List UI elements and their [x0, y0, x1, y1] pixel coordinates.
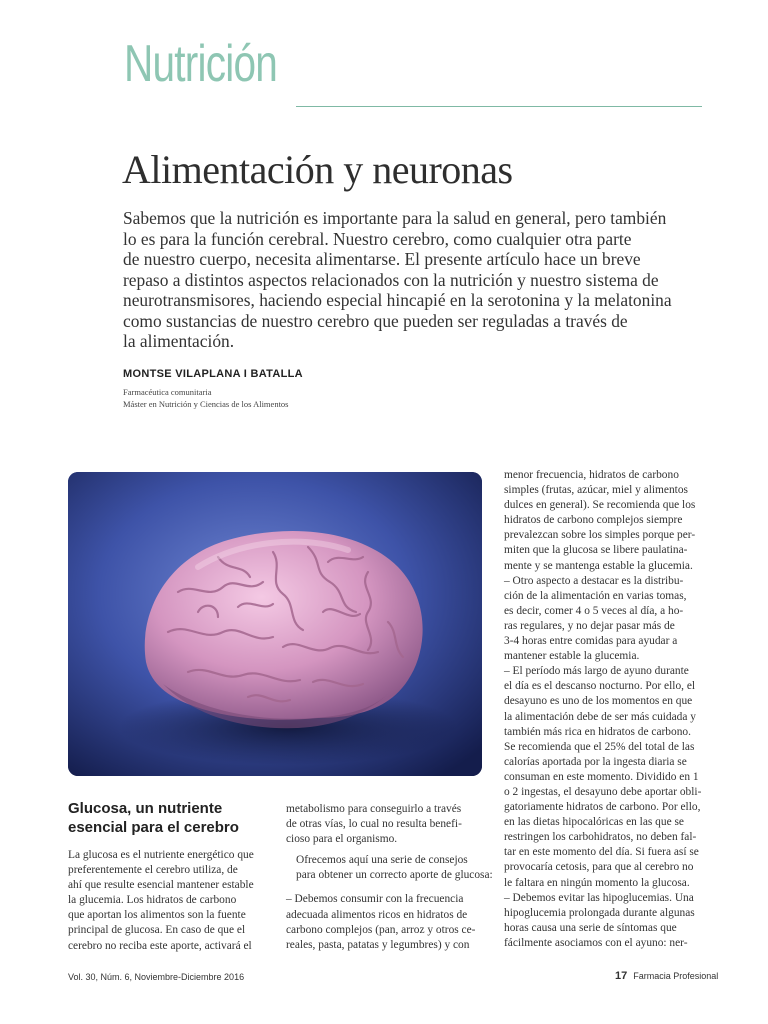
text-line: Sabemos que la nutrición es importante para la salud en general, pero también	[123, 208, 667, 228]
text-line: para obtener un correcto aporte de glucosa:	[296, 869, 493, 882]
text-line: le faltara en ningún momento la glucosa.	[504, 876, 690, 889]
text-line: horas causa una serie de síntomas que	[504, 921, 677, 934]
text-line: La glucosa es el nutriente energético que	[68, 849, 254, 861]
text-line: 3-4 horas entre comidas para ayudar a	[504, 635, 678, 648]
col2-paragraph-2	[286, 853, 493, 883]
text-line: la alimentación debe de ser más cuidada y	[504, 710, 696, 723]
text-line: preferentemente el cerebro utiliza, de	[68, 864, 238, 877]
text-line: mente y se mantenga estable la glucemia.	[504, 559, 693, 572]
text-line: la glucemia. Los hidratos de carbono	[68, 894, 237, 907]
subhead-line: esencial para el cerebro	[68, 819, 239, 836]
section-rule	[296, 106, 702, 107]
text-line: ras regulares, y no dejar pasar más de	[504, 619, 675, 632]
text-line: desayuno es uno de los momentos en que	[504, 695, 693, 708]
text-line: consuman en este momento. Dividido en 1	[504, 770, 699, 783]
text-line: también más rica en hidratos de carbono.	[504, 725, 691, 738]
text-line: lo es para la función cerebral. Nuestro cerebro, como cualquier otra parte	[123, 228, 632, 249]
text-line: – Debemos evitar las hipoglucemias. Una	[504, 891, 694, 904]
journal-name: Farmacia Profesional	[633, 971, 719, 981]
text-line: o 2 ingestas, el desayuno debe aportar obli-	[504, 785, 702, 798]
text-line: reales, pasta, patatas y legumbres) y con	[286, 938, 470, 951]
column-2	[286, 802, 493, 953]
text-line: restringen los carbohidratos, no deben fal-	[504, 831, 697, 844]
text-line: neurotransmisores, haciendo especial hincapié en la serotonina y la melatonina	[123, 290, 672, 310]
section-subheading	[68, 799, 278, 837]
page-number: 17	[615, 970, 628, 982]
text-line: fácilmente asociamos con el ayuno: ner-	[504, 936, 688, 949]
text-line: provocaría cetosis, para que al cerebro no	[504, 861, 694, 874]
text-line: metabolismo para conseguirlo a través	[286, 803, 462, 815]
text-line: principal de glucosa. En caso de que el	[68, 924, 246, 937]
text-line: que aportan los alimentos son la fuente	[68, 909, 246, 922]
article-title: Alimentación y neuronas	[122, 147, 513, 192]
text-line: – Otro aspecto a destacar es la distribu-	[504, 574, 684, 587]
section-title: Nutrición	[124, 35, 278, 93]
subhead-line: Glucosa, un nutriente	[68, 800, 223, 817]
author-role: Farmacéutica comunitaria	[123, 387, 212, 397]
text-line: de otras vías, lo cual no resulta benefi-	[286, 818, 462, 831]
text-line: calorías aportada por la ingesta diaria se	[504, 755, 687, 768]
text-line: cerebro no reciba este aporte, activará el	[68, 939, 252, 952]
text-line: tar en este momento del día. Si fuera así se	[504, 846, 699, 859]
text-line: repaso a distintos aspectos relacionados con la nutrición y nuestro sistema de	[123, 269, 659, 290]
text-line: menor frecuencia, hidratos de carbono	[504, 469, 679, 481]
text-line: prevalezcan sobre los simples porque per-	[504, 529, 696, 542]
text-line: – Debemos consumir con la frecuencia	[286, 893, 464, 906]
text-line: como sustancias de nuestro cerebro que pueden ser reguladas a través de	[123, 310, 628, 331]
text-line: Ofrecemos aquí una serie de consejos	[296, 854, 468, 867]
text-line: ción de la alimentación en varias tomas,	[504, 589, 687, 602]
author-name: MONTSE VILAPLANA I BATALLA	[123, 368, 303, 380]
text-line: hidratos de carbono complejos siempre	[504, 514, 683, 527]
issue-info: Vol. 30, Núm. 6, Noviembre-Diciembre 2016	[68, 972, 245, 982]
text-line: – El período más largo de ayuno durante	[504, 665, 689, 678]
brain-photo	[68, 472, 482, 776]
text-line: hipoglucemia prolongada durante algunas	[504, 906, 695, 919]
text-line: el día es el descanso nocturno. Por ello, el	[504, 680, 696, 693]
author-degree: Máster en Nutrición y Ciencias de los Alimentos	[123, 399, 289, 409]
text-line: de nuestro cuerpo, necesita alimentarse. El presente artículo hace un breve	[123, 249, 641, 269]
text-line: adecuada alimentos ricos en hidratos de	[286, 908, 468, 921]
text-line: en las dietas hipocalóricas en las que se	[504, 816, 684, 829]
brain-illustration	[68, 472, 482, 776]
text-line: mantener estable la glucemia.	[504, 650, 640, 663]
text-line: Se recomienda que el 25% del total de las	[504, 740, 695, 753]
col2-paragraph-1	[286, 802, 484, 847]
text-line: es decir, comer 4 o 5 veces al día, a ho-	[504, 604, 684, 617]
column-3	[504, 468, 704, 951]
column-1	[68, 848, 268, 954]
col2-paragraph-3	[286, 892, 484, 952]
text-line: miten que la glucosa se libere paulatina-	[504, 544, 688, 557]
text-line: gatoriamente hidratos de carbono. Por ello,	[504, 801, 701, 814]
text-line: dulces en general). Se recomienda que los	[504, 499, 696, 512]
text-line: la alimentación.	[123, 331, 235, 351]
text-line: cioso para el organismo.	[286, 833, 398, 846]
text-line: carbono complejos (pan, arroz y otros ce-	[286, 923, 476, 936]
page-footer	[615, 970, 718, 982]
lead-paragraph	[123, 208, 693, 352]
text-line: ahí que resulte esencial mantener estable	[68, 879, 254, 892]
author-credentials	[123, 386, 288, 410]
text-line: simples (frutas, azúcar, miel y alimentos	[504, 484, 688, 497]
